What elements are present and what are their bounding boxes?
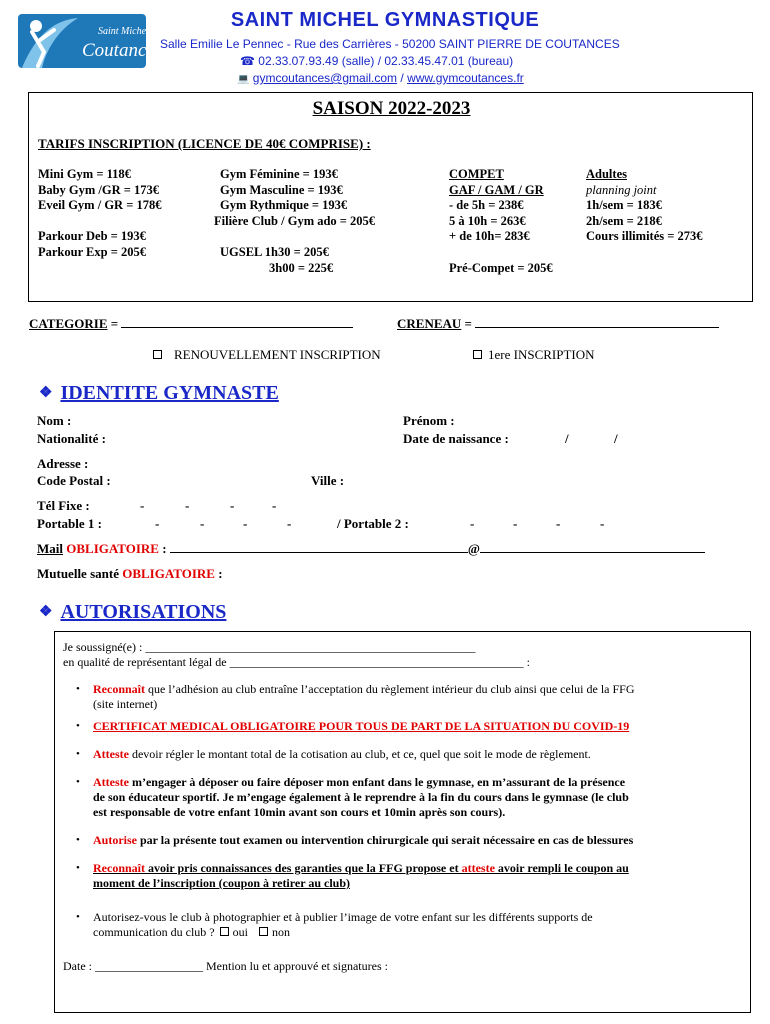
list-bullet: •	[76, 862, 80, 874]
tarifs-column-3	[449, 167, 553, 276]
tarif-parkour-exp: Parkour Exp = 205€	[38, 244, 146, 259]
tarif-eveil-gym: Eveil Gym / GR = 178€	[38, 198, 162, 213]
list-bullet: •	[76, 776, 80, 788]
qualite-line[interactable]: en qualité de représentant légal de _________________________________________________ :	[63, 655, 530, 669]
tarif-less-5h: - de 5h = 238€	[449, 198, 524, 213]
premiere-option[interactable]	[473, 347, 595, 363]
premiere-label: 1ere INSCRIPTION	[488, 347, 595, 362]
prenom-label: Prénom :	[403, 413, 455, 428]
item4-text: m’engager à déposer ou faire déposer mon enfant dans le gymnase, en m’assurant de la présence	[128, 775, 626, 789]
tarif-filiere-club: Filière Club / Gym ado = 205€	[214, 213, 376, 228]
club-address: Salle Emilie Le Pennec - Rue des Carrières - 50200 SAINT PIERRE DE COUTANCES	[160, 37, 620, 51]
item4-line2: de son éducateur sportif. Je m’engage également à le reprendre à la fin du cours dans le gymnase (le club	[93, 790, 629, 804]
nom-label: Nom :	[37, 413, 72, 428]
tarif-more-10h: + de 10h= 283€	[449, 229, 530, 244]
gaf-heading: GAF / GAM / GR	[449, 182, 544, 197]
item1-text: que l’adhésion au club entraîne l’acceptation du règlement intérieur du club ainsi que celui de la FFG	[145, 682, 635, 696]
diamond-icon: ❖	[39, 385, 53, 401]
list-item-certificat: CERTIFICAT MEDICAL OBLIGATOIRE POUR TOUS DE PART DE LA SITUATION DU COVID-19	[93, 719, 630, 733]
list-bullet: •	[76, 683, 80, 695]
portable1-dash: -	[287, 516, 292, 531]
photo-non-checkbox[interactable]	[259, 927, 268, 936]
renouvellement-checkbox[interactable]	[153, 350, 162, 359]
autorisations-title: AUTORISATIONS	[60, 601, 227, 623]
categorie-input[interactable]	[121, 316, 353, 328]
item6-text: avoir pris connaissances des garanties que la FFG propose et	[145, 861, 462, 875]
mail-label: Mail	[37, 541, 63, 556]
website-link[interactable]: www.gymcoutances.fr	[407, 71, 524, 85]
premiere-checkbox[interactable]	[473, 350, 482, 359]
atteste-keyword: atteste	[461, 861, 495, 875]
logo-text-line2: Coutances	[82, 40, 163, 61]
categorie-field	[29, 316, 353, 332]
reconnait-keyword: Reconnaît	[93, 861, 145, 875]
mutuelle-field	[37, 566, 223, 582]
list-bullet: •	[76, 720, 80, 732]
photo-non-label: non	[271, 925, 290, 939]
tarif-2h-sem: 2h/sem = 218€	[586, 213, 662, 228]
list-bullet: •	[76, 834, 80, 846]
mutuelle-colon: :	[214, 566, 223, 581]
creneau-field	[397, 316, 719, 332]
portable2-dash: -	[513, 516, 518, 531]
creneau-equals: =	[461, 316, 476, 331]
reconnait-keyword: Reconnaît	[93, 682, 145, 696]
tel-fixe-dash: -	[272, 498, 277, 513]
naissance-label: Date de naissance :	[403, 431, 509, 446]
tarifs-box	[28, 92, 753, 302]
adultes-heading: Adultes	[586, 167, 627, 181]
tarifs-heading: TARIFS INSCRIPTION (LICENCE DE 40€ COMPRISE) :	[38, 136, 371, 151]
adresse-label: Adresse :	[37, 456, 89, 471]
list-item-depot	[93, 775, 625, 789]
categorie-label: CATEGORIE	[29, 316, 108, 331]
ville-label: Ville :	[311, 473, 345, 488]
item5-text: par la présente tout examen ou intervention chirurgicale qui serait nécessaire en cas de blessures	[137, 833, 634, 847]
tarif-gym-feminine: Gym Féminine = 193€	[220, 167, 338, 181]
tarif-baby-gym: Baby Gym /GR = 173€	[38, 182, 160, 197]
list-item-photo: Autorisez-vous le club à photographier et à publier l’image de votre enfant sur les différents supports de	[93, 910, 593, 924]
tarif-pre-compet: Pré-Compet = 205€	[449, 260, 553, 275]
tel-fixe-label: Tél Fixe :	[37, 498, 90, 513]
portable1-dash: -	[243, 516, 248, 531]
tarifs-column-4	[586, 167, 703, 245]
tarif-illimites: Cours illimités = 273€	[586, 229, 703, 244]
tel-fixe-dash: -	[185, 498, 190, 513]
tarif-5-10h: 5 à 10h = 263€	[449, 213, 526, 228]
planning-joint: planning joint	[586, 182, 657, 197]
item3-text: devoir régler le montant total de la cotisation au club, et ce, quel que soit le mode de règlement.	[128, 747, 591, 761]
list-item-reglement	[93, 682, 635, 696]
phone-icon: ☎	[240, 54, 255, 68]
atteste-keyword: Atteste	[93, 775, 129, 789]
photo-consent-line	[93, 925, 290, 939]
email-link[interactable]: gymcoutances@gmail.com	[252, 71, 398, 85]
mail-input-user[interactable]	[170, 541, 468, 553]
identite-heading	[39, 382, 279, 405]
portable2-label: / Portable 2 :	[337, 516, 409, 531]
date-slash-2: /	[614, 431, 618, 446]
tarifs-column-2	[214, 167, 375, 276]
mail-colon: :	[158, 541, 167, 556]
nationalite-label: Nationalité :	[37, 431, 106, 446]
mutuelle-required: OBLIGATOIRE	[122, 566, 215, 581]
item6-text-end: avoir rempli le coupon au	[494, 861, 629, 875]
identite-title: IDENTITE GYMNASTE	[60, 382, 279, 404]
tarif-mini-gym: Mini Gym = 118€	[38, 167, 131, 181]
autorisations-box	[54, 631, 751, 1013]
list-bullet: •	[76, 911, 80, 923]
code-postal-label: Code Postal :	[37, 473, 111, 488]
mail-input-domain[interactable]	[480, 541, 705, 553]
portable1-label: Portable 1 :	[37, 516, 102, 531]
phones-text: 02.33.07.93.49 (salle) / 02.33.45.47.01 (bureau)	[258, 54, 514, 68]
photo-oui-checkbox[interactable]	[220, 927, 229, 936]
creneau-label: CRENEAU	[397, 316, 462, 331]
categorie-equals: =	[107, 316, 122, 331]
item1-line2: (site internet)	[93, 697, 158, 711]
list-bullet: •	[76, 748, 80, 760]
autorise-keyword: Autorise	[93, 833, 137, 847]
list-item-garanties	[93, 861, 629, 875]
atteste-keyword: Atteste	[93, 747, 129, 761]
portable2-dash: -	[600, 516, 605, 531]
compet-heading: COMPET	[449, 167, 504, 181]
tarif-gym-rythmique: Gym Rythmique = 193€	[220, 198, 348, 213]
mail-field	[37, 541, 705, 557]
tarif-ugsel-2: 3h00 = 225€	[269, 260, 334, 275]
item4-line3: est responsable de votre enfant 10min avant son cours et 10min après son cours).	[93, 805, 506, 819]
renouvellement-option[interactable]	[153, 347, 381, 363]
logo-text-line1: Saint Michel	[98, 26, 149, 37]
club-name: SAINT MICHEL GYMNASTIQUE	[230, 9, 540, 31]
tarif-ugsel-1: UGSEL 1h30 = 205€	[220, 244, 329, 259]
soussigne-line[interactable]: Je soussigné(e) : _______________________________________________________	[63, 640, 476, 654]
item7-line2: communication du club ?	[93, 925, 215, 939]
date-slash-1: /	[565, 431, 569, 446]
portable2-dash: -	[470, 516, 475, 531]
list-item-cotisation	[93, 747, 591, 761]
mail-required: OBLIGATOIRE	[66, 541, 159, 556]
portable1-dash: -	[155, 516, 160, 531]
creneau-input[interactable]	[475, 316, 719, 328]
diamond-icon: ❖	[39, 604, 53, 620]
tarif-1h-sem: 1h/sem = 183€	[586, 198, 662, 213]
renouvellement-label: RENOUVELLEMENT INSCRIPTION	[174, 347, 381, 362]
computer-icon: 💻	[237, 74, 250, 85]
tarifs-column-1	[38, 167, 161, 261]
tarif-gym-masculine: Gym Masculine = 193€	[220, 182, 343, 197]
club-contact	[237, 71, 524, 85]
portable2-dash: -	[556, 516, 561, 531]
portable1-dash: -	[200, 516, 205, 531]
tarif-parkour-deb: Parkour Deb = 193€	[38, 229, 146, 244]
autorisations-heading	[39, 601, 226, 624]
season-title: SAISON 2022-2023	[312, 98, 471, 119]
mail-at: @	[467, 541, 480, 556]
tel-fixe-dash: -	[140, 498, 145, 513]
list-item-chirurgie	[93, 833, 633, 847]
tel-fixe-dash: -	[230, 498, 235, 513]
contact-separator: /	[400, 71, 404, 85]
photo-oui-label: oui	[232, 925, 248, 939]
item6-line2: moment de l’inscription (coupon à retirer au club)	[93, 876, 350, 890]
club-phones	[240, 54, 513, 68]
date-signature-line[interactable]: Date : __________________ Mention lu et approuvé et signatures :	[63, 959, 388, 973]
mutuelle-label: Mutuelle santé	[37, 566, 119, 581]
